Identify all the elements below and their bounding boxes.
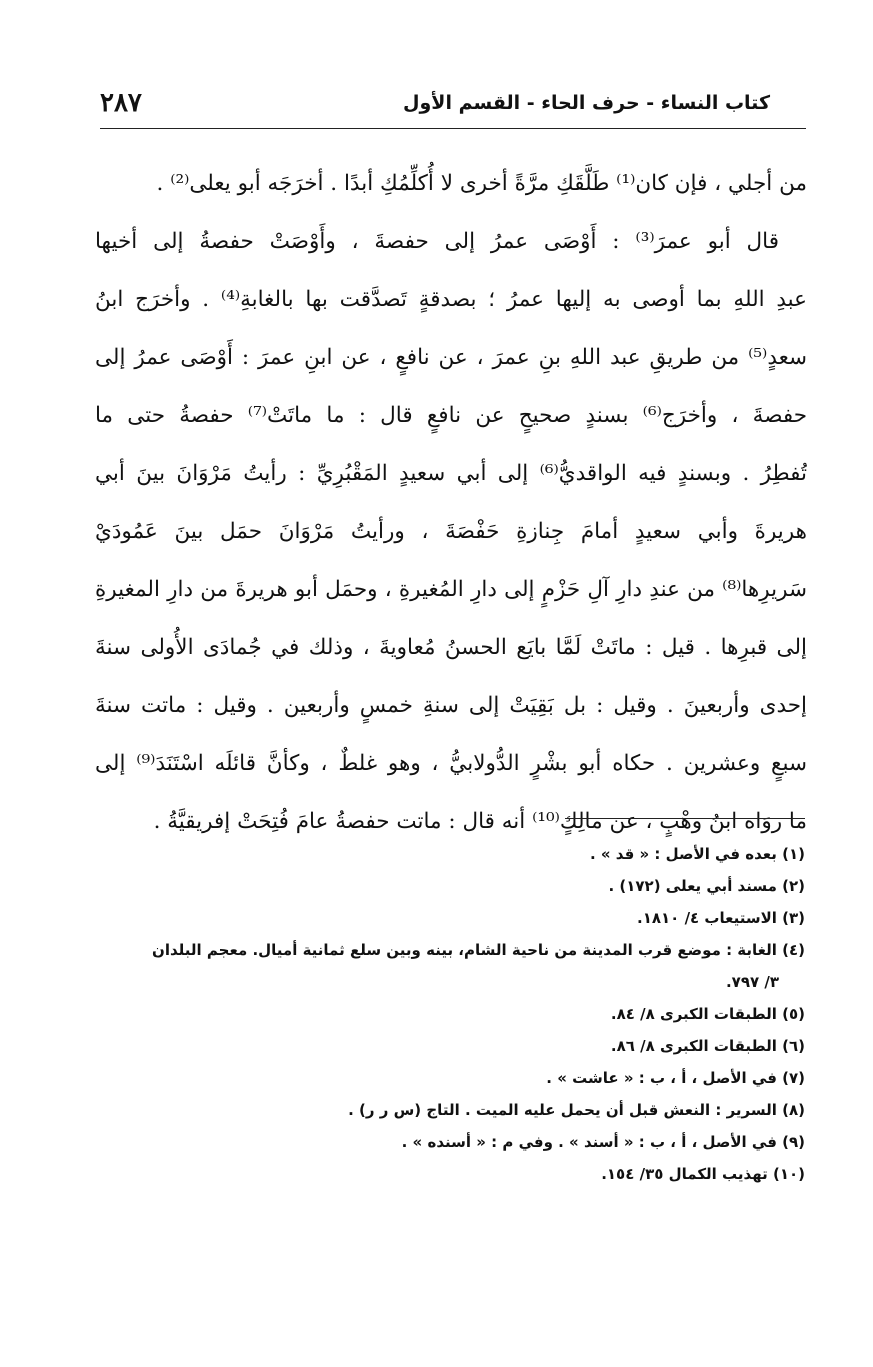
footnote: (٥) الطبقات الكبرى ٨/ ٨٤. [610, 1005, 805, 1023]
text-line: حفصةَ ، وأخرَج⁽⁶⁾ بسندٍ صحيحٍ عن نافعٍ قال : ما ماتَتْ⁽⁷⁾ حفصةُ حتى ما [95, 403, 807, 428]
text-line: إحدى وأربعينَ . وقيل : بل بَقِيَتْ إلى سنةِ خمسٍ وأربعين . وقيل : ماتت سنةَ [95, 693, 807, 718]
footnote-divider [565, 818, 805, 819]
footnote: (٣) الاستيعاب ٤/ ١٨١٠. [637, 909, 805, 927]
footnote: (٤) الغابة : موضع قرب المدينة من ناحية الشام، بينه وبين سلع ثمانية أميال. معجم البلدان [152, 941, 805, 959]
text-line: قال أبو عمرَ⁽³⁾ : أَوْصَى عمرُ إلى حفصةَ ، وأَوْصَتْ حفصةُ إلى أخيها [95, 229, 780, 254]
text-line: سعدٍ⁽⁵⁾ من طريقِ عبد اللهِ بنِ عمرَ ، عن نافعٍ ، عن ابنِ عمرَ : أَوْصَى عمرُ إلى [95, 345, 807, 370]
text-line: هريرةَ وأبي سعيدٍ أمامَ جِنازةِ حَفْصَةَ ، ورأيتُ مَرْوَانَ حمَل بينَ عَمُودَيْ [95, 519, 807, 544]
footnotes [93, 838, 805, 1190]
footnote-continuation: ٣/ ٧٩٧. [725, 973, 779, 991]
text-line: من أجلي ، فإن كان⁽¹⁾ طَلَّقَكِ مرَّةً أخرى لا أُكلِّمُكِ أبدًا . أخرَجَه أبو يعلى⁽²⁾ . [156, 171, 807, 196]
header-title: كتاب النساء - حرف الحاء - القسم الأول [403, 92, 770, 114]
footnote: (١٠) تهذيب الكمال ٣٥/ ١٥٤. [601, 1165, 805, 1183]
footnote: (٨) السرير : النعش قبل أن يحمل عليه الميت . التاج (س ر ر) . [348, 1101, 805, 1119]
footnote: (٢) مسند أبي يعلى (١٧٢) . [608, 877, 805, 895]
text-line: تُفطِرُ . وبسندٍ فيه الواقديُّ⁽⁶⁾ إلى أبي سعيدٍ المَقْبُرِيِّ : رأيتُ مَرْوَانَ بينَ أبي [95, 461, 807, 486]
footnote: (٧) في الأصل ، أ ، ب : « عاشت » . [546, 1069, 805, 1087]
page-number: ٢٨٧ [100, 88, 142, 118]
text-line: عبدِ اللهِ بما أوصى به إليها عمرُ ؛ بصدقةٍ تَصدَّقت بها بالغابةِ⁽⁴⁾ . وأخرَج ابنُ [95, 287, 807, 312]
footnote: (٩) في الأصل ، أ ، ب : « أسند » . وفي م : « أسنده » . [401, 1133, 805, 1151]
running-header [100, 88, 806, 129]
text-line: إلى قبرِها . قيل : ماتَتْ لَمَّا بايَع الحسنُ مُعاويةَ ، وذلك في جُمادَى الأُولى سنةَ [95, 635, 807, 660]
text-line: سَريرِها⁽⁸⁾ من عندِ دارِ آلِ حَزْمٍ إلى دارِ المُغيرةِ ، وحمَل أبو هريرةَ من دارِ المغيرةِ [95, 577, 807, 602]
main-text [95, 155, 807, 851]
text-line: سبعٍ وعشرين . حكاه أبو بشْرٍ الدُّولابيُّ ، وهو غلطٌ ، وكأنَّ قائلَه اسْتَنَدَ⁽⁹⁾ إلى [95, 751, 807, 776]
text-line: ما روَاه ابنُ وهْبٍ ، عن مالِكٍ⁽¹⁰⁾ أنه قال : ماتت حفصةُ عامَ فُتِحَتْ إفريقيَّةُ . [153, 809, 807, 834]
footnote: (٦) الطبقات الكبرى ٨/ ٨٦. [610, 1037, 805, 1055]
footnote: (١) بعده في الأصل : « قد » . [589, 845, 805, 863]
